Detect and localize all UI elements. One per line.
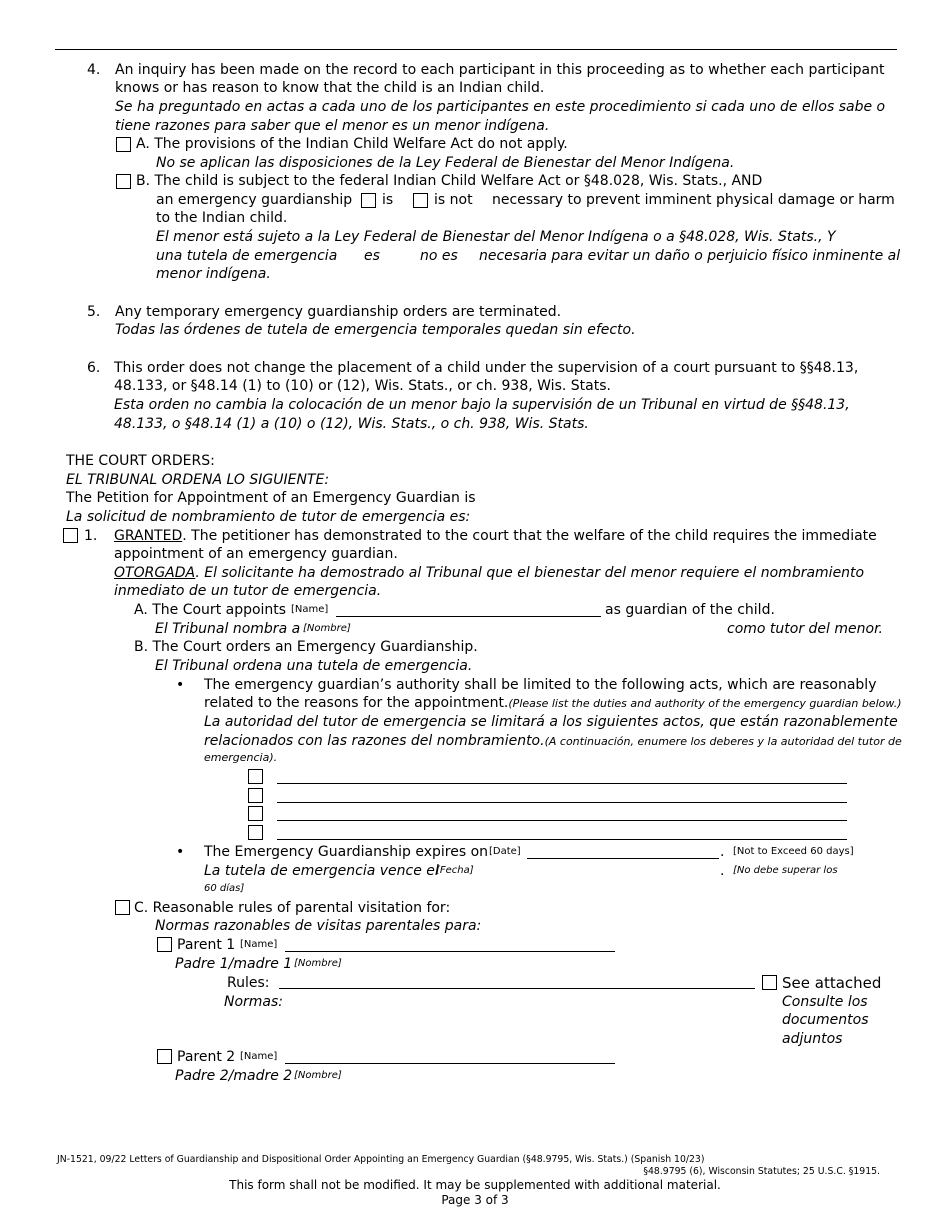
parent-2-name-field[interactable]: [285, 1063, 615, 1064]
authority-note-en: (Please list the duties and authority of the emergency guardian below.): [508, 697, 902, 710]
nombre-hint: [Nombre]: [303, 623, 351, 634]
item4a-text-es: No se aplican las disposiciones de la Ley Federal de Bienestar del Menor Indígena.: [156, 155, 735, 171]
granted-word: GRANTED: [114, 528, 183, 544]
guardianship-is-checkbox[interactable]: [361, 193, 376, 208]
duty-3-checkbox[interactable]: [248, 806, 263, 821]
item4b-text-en-3: to the Indian child.: [156, 210, 288, 226]
page-number: Page 3 of 3: [441, 1193, 509, 1207]
duty-1-checkbox[interactable]: [248, 769, 263, 784]
expires-limit-es-2: 60 días]: [204, 883, 245, 894]
see-attached-label: See attached: [782, 974, 882, 992]
see-attached-es-1: Consulte los: [782, 994, 868, 1010]
see-attached-checkbox[interactable]: [762, 975, 777, 990]
item4b-text-es-3: menor indígena.: [156, 266, 271, 282]
court-orders-heading-en: THE COURT ORDERS:: [66, 453, 215, 469]
duty-1-field[interactable]: [277, 783, 847, 784]
guardianship-order-es: El Tribunal ordena una tutela de emergencia.: [155, 658, 473, 674]
fecha-hint: [Fecha]: [436, 865, 474, 876]
visitation-text-en: C. Reasonable rules of parental visitation for:: [134, 900, 451, 916]
see-attached-es-3: adjuntos: [782, 1031, 843, 1047]
duty-4-field[interactable]: [277, 839, 847, 840]
see-attached-es-2: documentos: [782, 1012, 869, 1028]
granted-checkbox[interactable]: [63, 528, 78, 543]
top-rule: [55, 49, 897, 50]
parent-2-nombre-hint: [Nombre]: [294, 1070, 342, 1081]
granted-word-es: OTORGADA: [114, 565, 196, 581]
visitation-checkbox[interactable]: [115, 900, 130, 915]
authority-line-es-2: [204, 732, 902, 751]
item4-number: 4.: [87, 62, 101, 78]
bullet-2: •: [176, 844, 185, 860]
visitation-text-es: Normas razonables de visitas parentales para:: [155, 918, 482, 934]
icwa-not-apply-checkbox[interactable]: [116, 137, 131, 152]
form-id: JN-1521, 09/22 Letters of Guardianship and Dispositional Order Appointing an Emergency Guardian (§48.9795, Wis. Stats.) (Spanish 10/23): [57, 1154, 705, 1165]
name-hint: [Name]: [291, 604, 329, 615]
court-orders-heading-es: EL TRIBUNAL ORDENA LO SIGUIENTE:: [66, 472, 330, 488]
authority-text-en-2: related to the reasons for the appointment.: [204, 695, 509, 711]
icwa-applies-checkbox[interactable]: [116, 174, 131, 189]
expires-limit-es-1: [No debe superar los: [733, 865, 838, 876]
expires-text-es: La tutela de emergencia vence el: [204, 863, 439, 879]
authority-text-es-2: relacionados con las razones del nombramiento.: [204, 733, 545, 749]
granted-text-es-2: inmediato de un tutor de emergencia.: [114, 583, 382, 599]
statute-reference: §48.9795 (6), Wisconsin Statutes; 25 U.S.C. §1915.: [643, 1166, 880, 1177]
appoint-text-es: El Tribunal nombra a: [155, 621, 301, 637]
date-hint: [Date]: [489, 846, 521, 857]
parent-2-name-hint: [Name]: [240, 1051, 278, 1062]
expiration-date-field[interactable]: [527, 858, 719, 859]
petition-text-en: The Petition for Appointment of an Emergency Guardian is: [66, 490, 476, 506]
item4b-text-es-2a: una tutela de emergencia: [156, 248, 338, 264]
item4b-text-en-1: B. The child is subject to the federal Indian Child Welfare Act or §48.028, Wis. Stats., AND: [136, 173, 763, 189]
parent-1-checkbox[interactable]: [157, 937, 172, 952]
parent-2-checkbox[interactable]: [157, 1049, 172, 1064]
item6-text-en-1: This order does not change the placement of a child under the supervision of a court pursuant to §§48.13,: [114, 360, 859, 376]
authority-line-en-2: [204, 694, 902, 713]
item5-text-en: Any temporary emergency guardianship orders are terminated.: [115, 304, 562, 320]
parent-1-nombre-hint: [Nombre]: [294, 958, 342, 969]
item6-text-es-1: Esta orden no cambia la colocación de un menor bajo la supervisión de un Tribunal en virtud de §§48.13,: [114, 397, 850, 413]
item6-text-es-2: 48.133, o §48.14 (1) a (10) o (12), Wis. Stats., o ch. 938, Wis. Stats.: [114, 416, 589, 432]
item4-text-es-1: Se ha preguntado en actas a cada uno de los participantes en este procedimiento si cada uno de ellos sabe o: [115, 99, 886, 115]
guardianship-order-en: B. The Court orders an Emergency Guardianship.: [134, 639, 478, 655]
item4b-text-es-2b: necesaria para evitar un daño o perjuicio físico inminente al: [479, 248, 901, 264]
authority-text-en-1: The emergency guardian’s authority shall be limited to the following acts, which are reasonably: [204, 677, 877, 693]
item5-text-es: Todas las órdenes de tutela de emergencia temporales quedan sin efecto.: [115, 322, 636, 338]
rules-label-en: Rules:: [227, 975, 270, 991]
item4a-text-en: A. The provisions of the Indian Child Welfare Act do not apply.: [136, 136, 568, 152]
authority-text-es-1: La autoridad del tutor de emergencia se limitará a los siguientes actos, que están razonablemente: [204, 714, 898, 730]
duty-4-checkbox[interactable]: [248, 825, 263, 840]
expires-period-es: .: [720, 863, 725, 879]
parent-2-label: Parent 2: [177, 1049, 236, 1065]
appoint-text-en: A. The Court appoints: [134, 602, 287, 618]
petition-text-es: La solicitud de nombramiento de tutor de emergencia es:: [66, 509, 471, 525]
item5-number: 5.: [87, 304, 101, 320]
granted-text-en-2: appointment of an emergency guardian.: [114, 546, 398, 562]
item4-text-es-2: tiene razones para saber que el menor es un menor indígena.: [115, 118, 550, 134]
duty-3-field[interactable]: [277, 820, 847, 821]
item6-number: 6.: [87, 360, 101, 376]
parent-1-label: Parent 1: [177, 937, 236, 953]
bullet-1: •: [176, 677, 185, 693]
parent-1-label-es: Padre 1/madre 1: [175, 956, 293, 972]
appoint-end-en: as guardian of the child.: [605, 602, 775, 618]
parent-1-name-field[interactable]: [285, 951, 615, 952]
parent-2-label-es: Padre 2/madre 2: [175, 1068, 293, 1084]
duty-2-field[interactable]: [277, 802, 847, 803]
granted-text-en-1: . The petitioner has demonstrated to the court that the welfare of the child requires the immediate: [182, 528, 877, 544]
granted-number: 1.: [84, 528, 98, 544]
guardianship-is-not-checkbox[interactable]: [413, 193, 428, 208]
granted-sentence-en-1: [114, 527, 877, 545]
is-not-label: is not: [434, 192, 473, 208]
granted-sentence-es-1: [114, 564, 864, 582]
is-label: is: [382, 192, 394, 208]
expires-text-en: The Emergency Guardianship expires on: [204, 844, 489, 860]
item4-text-en-2: knows or has reason to know that the child is an Indian child.: [115, 80, 545, 96]
rules-field[interactable]: [279, 988, 755, 989]
granted-text-es-1: . El solicitante ha demostrado al Tribunal que el bienestar del menor requiere el nombramiento: [195, 565, 865, 581]
no-es-label: no es: [420, 248, 458, 264]
item4b-text-en-2b: necessary to prevent imminent physical damage or harm: [492, 192, 895, 208]
es-label: es: [364, 248, 380, 264]
duty-2-checkbox[interactable]: [248, 788, 263, 803]
expires-limit-en: [Not to Exceed 60 days]: [733, 846, 854, 857]
authority-note-es-1: (A continuación, enumere los deberes y la autoridad del tutor de: [544, 735, 902, 748]
item4b-text-es-1: El menor está sujeto a la Ley Federal de Bienestar del Menor Indígena o a §48.028, Wis. Stats., Y: [156, 229, 836, 245]
appoint-end-es: como tutor del menor.: [727, 621, 883, 637]
expires-period-en: .: [720, 844, 725, 860]
item4b-text-en-2a: an emergency guardianship: [156, 192, 353, 208]
item6-text-en-2: 48.133, or §48.14 (1) to (10) or (12), Wis. Stats., or ch. 938, Wis. Stats.: [114, 378, 611, 394]
parent-1-name-hint: [Name]: [240, 939, 278, 950]
rules-label-es: Normas:: [224, 994, 284, 1010]
modification-notice: This form shall not be modified. It may be supplemented with additional material.: [229, 1178, 721, 1192]
authority-note-es-2: emergencia).: [204, 751, 278, 764]
item4-text-en-1: An inquiry has been made on the record to each participant in this proceeding as to whether each participant: [115, 62, 885, 78]
guardian-name-field[interactable]: [336, 616, 601, 617]
